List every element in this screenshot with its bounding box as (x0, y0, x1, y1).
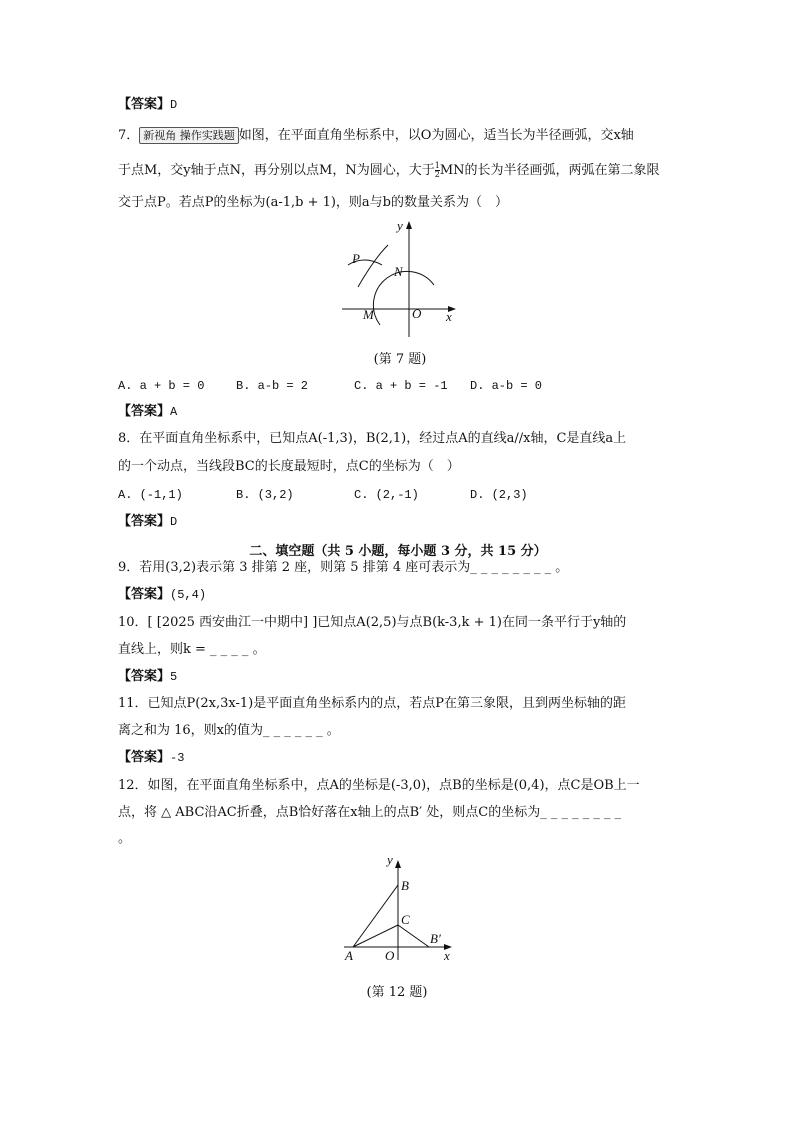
fraction-denominator: 2 (434, 170, 440, 179)
question-tag: 新视角 操作实践题 (139, 127, 239, 144)
answer-value: D (170, 98, 178, 112)
q8-line-1: 8．在平面直角坐标系中，已知点A(-1,3)，B(2,1)，经过点A的直线a//x轴，C是直线a上 (118, 431, 627, 446)
label-n: N (394, 264, 403, 279)
label-b-prime: B′ (430, 931, 441, 946)
q11-answer-line (118, 749, 184, 767)
q10-line-2: 直线上，则k = _ _ _ _ 。 (118, 642, 266, 657)
label-b: B (401, 878, 409, 893)
question-text: 如图，在平面直角坐标系中，以O为圆心，适当长为半径画弧，交x轴 (238, 128, 634, 143)
q8-line-2: 的一个动点，当线段BC的长度最短时，点C的坐标为（ ） (118, 459, 460, 474)
option-a: A. a + b = 0 (118, 379, 205, 393)
q11-line-1: 11．已知点P(2x,3x-1)是平面直角坐标系内的点，若点P在第三象限，且到两坐标轴的距 (118, 696, 626, 711)
q8-options (118, 486, 528, 504)
label-y: y (397, 218, 403, 233)
option-c: C. (2,-1) (354, 488, 419, 502)
label-o: O (412, 306, 422, 321)
q9-line-1: 9．若用(3,2)表示第 3 排第 2 座，则第 5 排第 4 座可表示为_ _ _ _ _ _ _ _ 。 (118, 560, 569, 575)
answer-label: 【答案】 (118, 669, 171, 684)
option-c: C. a + b = -1 (354, 379, 448, 393)
option-b: B. (3,2) (236, 488, 294, 502)
q12-line-2: 点，将 △ ABC沿AC折叠，点B恰好落在x轴上的点B′ 处，则点C的坐标为_ _ _ _ _ _ _ _ (118, 805, 622, 820)
answer-label: 【答案】 (118, 404, 171, 419)
label-x: x (444, 948, 450, 963)
answer-label: 【答案】 (118, 97, 171, 112)
q7-answer-line (118, 403, 177, 421)
label-m: M (363, 307, 374, 322)
label-c: C (401, 912, 410, 927)
segment-cb-prime (398, 925, 429, 947)
segment-ab (353, 885, 398, 947)
answer-value: -3 (170, 751, 185, 765)
arc-center-o (373, 271, 434, 325)
label-y: y (387, 852, 393, 867)
label-p: P (352, 251, 360, 266)
q7-options (118, 377, 542, 395)
answer-value: A (170, 405, 178, 419)
q7-figure (330, 215, 465, 340)
q9-answer-line (118, 586, 206, 604)
answer-value: 5 (170, 670, 178, 684)
section-title: 二、填空题（共 5 小题，每小题 3 分，共 15 分） (249, 544, 547, 559)
question-text: MN的长为半径画弧，两弧在第二象限 (439, 163, 660, 178)
y-axis-arrow (395, 860, 401, 868)
q8-answer-line (118, 513, 177, 531)
q10-line-1: 10．[ [2025 西安曲江一中期中] ]已知点A(2,5)与点B(k-3,k + 1)在同一条平行于y轴的 (118, 615, 627, 630)
answer-label: 【答案】 (118, 514, 171, 529)
q7-line-1 (118, 127, 634, 145)
q7-line-3 (118, 194, 508, 212)
label-o: O (385, 948, 395, 963)
answer-label: 【答案】 (118, 750, 171, 765)
q7-caption: (第 7 题) (373, 352, 427, 367)
q12-figure (338, 852, 463, 964)
q6-answer-line (118, 96, 177, 114)
q12-line-1: 12．如图，在平面直角坐标系中，点A的坐标是(-3,0)，点B的坐标是(0,4)，点C是OB上一 (118, 778, 640, 793)
question-text: 于点M，交y轴于点N，再分别以点M，N为圆心，大于 (118, 163, 435, 178)
fraction-numerator: 1 (434, 161, 440, 170)
option-d: D. (2,3) (470, 488, 528, 502)
q7-line-2 (118, 162, 660, 180)
option-a: A. (-1,1) (118, 488, 183, 502)
answer-value: D (170, 515, 178, 529)
option-b: B. a-b = 2 (236, 379, 309, 393)
label-a: A (345, 948, 353, 963)
label-x: x (446, 309, 452, 324)
q12-caption: (第 12 题) (366, 985, 428, 1000)
q11-line-2: 离之和为 16，则x的值为_ _ _ _ _ _ 。 (118, 723, 340, 738)
q10-answer-line (118, 668, 177, 686)
answer-label: 【答案】 (118, 587, 171, 602)
q12-line-3: 。 (118, 831, 132, 846)
option-d: D. a-b = 0 (470, 379, 543, 393)
question-text: 交于点P。若点P的坐标为(a-1,b + 1)，则a与b的数量关系为（ ） (118, 195, 509, 210)
segment-ac (353, 925, 398, 947)
answer-value: (5,4) (170, 588, 207, 602)
y-axis-arrow (406, 221, 412, 229)
question-number: 7． (118, 128, 140, 143)
